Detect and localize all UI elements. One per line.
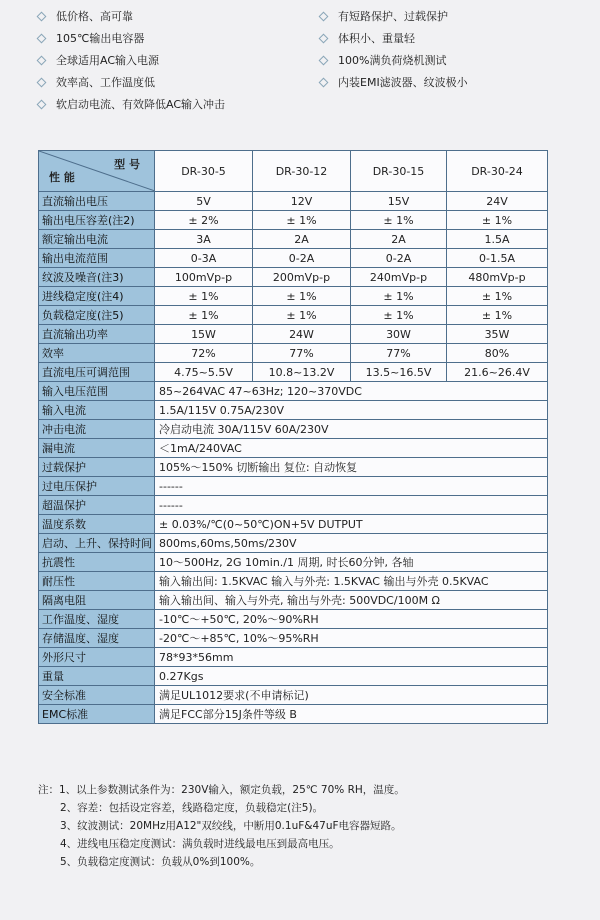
table-cell: 30W <box>351 325 447 344</box>
table-cell: 24V <box>447 192 548 211</box>
note-line <box>38 799 578 817</box>
row-label: 进线稳定度(注4) <box>39 287 155 306</box>
row-label: 安全标准 <box>39 686 155 705</box>
row-label: 外形尺寸 <box>39 648 155 667</box>
table-row <box>39 382 548 401</box>
table-cell-merged: ± 0.03%/℃(0~50℃)ON+5V DUTPUT <box>155 515 548 534</box>
table-cell: 480mVp-p <box>447 268 548 287</box>
table-cell: ± 1% <box>253 211 351 230</box>
row-label: 启动、上升、保持时间 <box>39 534 155 553</box>
table-cell: ± 1% <box>253 306 351 325</box>
table-cell: ± 1% <box>155 287 253 306</box>
table-cell: 77% <box>253 344 351 363</box>
table-cell: 0-3A <box>155 249 253 268</box>
table-cell-merged: 满足UL1012要求(不申请标记) <box>155 686 548 705</box>
table-row <box>39 591 548 610</box>
table-cell: 10.8~13.2V <box>253 363 351 382</box>
table-cell: ± 1% <box>351 287 447 306</box>
row-label: 输入电流 <box>39 401 155 420</box>
performance-header-label: 性 能 <box>49 171 75 184</box>
model-header: DR-30-12 <box>253 151 351 192</box>
feature-text: 效率高、工作温度低 <box>56 76 155 89</box>
table-cell: 15W <box>155 325 253 344</box>
table-row <box>39 667 548 686</box>
table-cell-merged: 800ms,60ms,50ms/230V <box>155 534 548 553</box>
row-label: 存储温度、湿度 <box>39 629 155 648</box>
feature-column-right <box>320 6 468 94</box>
model-header: DR-30-24 <box>447 151 548 192</box>
table-cell: ± 1% <box>447 211 548 230</box>
note-text: 2、容差：包括设定容差，线路稳定度，负载稳定(注5)。 <box>60 802 324 814</box>
table-cell: 200mVp-p <box>253 268 351 287</box>
diamond-bullet-icon <box>319 11 329 21</box>
table-row <box>39 477 548 496</box>
diamond-bullet-icon <box>37 55 47 65</box>
table-row <box>39 705 548 724</box>
row-label: 冲击电流 <box>39 420 155 439</box>
table-row <box>39 230 548 249</box>
table-cell: 0-1.5A <box>447 249 548 268</box>
feature-text: 体积小、重量轻 <box>338 32 415 45</box>
row-label: EMC标准 <box>39 705 155 724</box>
notes-section <box>38 781 578 871</box>
table-row <box>39 306 548 325</box>
note-text: 4、进线电压稳定度测试：满负载时进线最电压到最高电压。 <box>60 838 340 850</box>
row-label: 漏电流 <box>39 439 155 458</box>
table-cell-merged: ------ <box>155 496 548 515</box>
table-row <box>39 553 548 572</box>
note-line <box>38 781 578 799</box>
table-row <box>39 192 548 211</box>
table-row <box>39 211 548 230</box>
table-cell: 80% <box>447 344 548 363</box>
table-row <box>39 249 548 268</box>
table-cell: ± 1% <box>447 287 548 306</box>
row-label: 隔离电阻 <box>39 591 155 610</box>
model-header: DR-30-15 <box>351 151 447 192</box>
diamond-bullet-icon <box>319 55 329 65</box>
table-cell: 240mVp-p <box>351 268 447 287</box>
row-label: 超温保护 <box>39 496 155 515</box>
note-line <box>38 817 578 835</box>
feature-text: 内装EMI滤波器、纹波极小 <box>338 76 468 89</box>
feature-text: 100%满负荷烧机测试 <box>338 54 447 67</box>
table-cell-merged: 105%～150% 切断输出 复位: 自动恢复 <box>155 458 548 477</box>
note-text: 3、纹波测试：20MHz用A12"双绞线，中断用0.1uF&47uF电容器短路。 <box>60 820 402 832</box>
note-line <box>38 835 578 853</box>
table-cell-merged: 78*93*56mm <box>155 648 548 667</box>
row-label: 直流电压可调范围 <box>39 363 155 382</box>
table-cell: 100mVp-p <box>155 268 253 287</box>
feature-item <box>320 50 468 72</box>
feature-item <box>38 50 225 72</box>
feature-item <box>38 72 225 94</box>
diamond-bullet-icon <box>319 33 329 43</box>
table-cell-merged: 0.27Kgs <box>155 667 548 686</box>
table-row <box>39 458 548 477</box>
spec-table <box>38 150 548 724</box>
row-label: 负载稳定度(注5) <box>39 306 155 325</box>
feature-item <box>320 72 468 94</box>
table-cell: 3A <box>155 230 253 249</box>
feature-text: 全球适用AC输入电源 <box>56 54 160 67</box>
table-cell-merged: ＜1mA/240VAC <box>155 439 548 458</box>
table-cell-merged: 85~264VAC 47~63Hz; 120~370VDC <box>155 382 548 401</box>
feature-item <box>38 28 225 50</box>
diamond-bullet-icon <box>319 77 329 87</box>
table-cell: 13.5~16.5V <box>351 363 447 382</box>
table-row <box>39 325 548 344</box>
table-row <box>39 344 548 363</box>
table-cell: ± 2% <box>155 211 253 230</box>
row-label: 重量 <box>39 667 155 686</box>
table-cell: ± 1% <box>447 306 548 325</box>
note-line <box>38 853 578 871</box>
table-cell-merged: 满足FCC部分15J条件等级 B <box>155 705 548 724</box>
table-cell: 1.5A <box>447 230 548 249</box>
table-cell: ± 1% <box>351 306 447 325</box>
table-cell-merged: 输入输出间、输入与外壳, 输出与外壳: 500VDC/100M Ω <box>155 591 548 610</box>
feature-text: 软启动电流、有效降低AC输入冲击 <box>56 98 226 111</box>
diamond-bullet-icon <box>37 33 47 43</box>
feature-item <box>38 94 225 116</box>
table-row <box>39 572 548 591</box>
model-header-label: 型 号 <box>114 158 140 171</box>
diamond-bullet-icon <box>37 77 47 87</box>
feature-text: 105℃输出电容器 <box>56 32 145 45</box>
model-header: DR-30-5 <box>155 151 253 192</box>
table-cell-merged: 1.5A/115V 0.75A/230V <box>155 401 548 420</box>
table-row <box>39 610 548 629</box>
feature-text: 低价格、高可靠 <box>56 10 133 23</box>
note-text: 1、以上参数测试条件为：230V输入，额定负载，25℃ 70% RH，温度。 <box>59 784 405 796</box>
table-cell: 0-2A <box>253 249 351 268</box>
table-cell-merged: 冷启动电流 30A/115V 60A/230V <box>155 420 548 439</box>
table-cell-merged: 10～500Hz, 2G 10min./1 周期, 时长60分钟, 各轴 <box>155 553 548 572</box>
table-corner-header <box>39 151 155 192</box>
table-row <box>39 515 548 534</box>
table-row <box>39 496 548 515</box>
table-cell-merged: -20℃～+85℃, 10%～95%RH <box>155 629 548 648</box>
row-label: 输出电压容差(注2) <box>39 211 155 230</box>
feature-item <box>320 6 468 28</box>
row-label: 输入电压范围 <box>39 382 155 401</box>
feature-column-left <box>38 6 225 116</box>
table-cell: 0-2A <box>351 249 447 268</box>
table-cell: 35W <box>447 325 548 344</box>
table-row <box>39 686 548 705</box>
row-label: 耐压性 <box>39 572 155 591</box>
feature-text: 有短路保护、过载保护 <box>338 10 448 23</box>
table-cell: 21.6~26.4V <box>447 363 548 382</box>
row-label: 纹波及噪音(注3) <box>39 268 155 287</box>
table-cell: 2A <box>253 230 351 249</box>
table-row <box>39 287 548 306</box>
table-row <box>39 534 548 553</box>
table-cell: 2A <box>351 230 447 249</box>
table-row <box>39 268 548 287</box>
table-cell: 77% <box>351 344 447 363</box>
feature-item <box>38 6 225 28</box>
row-label: 温度系数 <box>39 515 155 534</box>
table-row <box>39 629 548 648</box>
table-cell: ± 1% <box>351 211 447 230</box>
diamond-bullet-icon <box>37 99 47 109</box>
table-cell: 12V <box>253 192 351 211</box>
notes-prefix: 注： <box>38 784 59 796</box>
row-label: 效率 <box>39 344 155 363</box>
table-cell: 15V <box>351 192 447 211</box>
feature-list <box>38 6 578 116</box>
feature-item <box>320 28 468 50</box>
row-label: 过载保护 <box>39 458 155 477</box>
table-row <box>39 439 548 458</box>
row-label: 额定输出电流 <box>39 230 155 249</box>
table-cell: ± 1% <box>155 306 253 325</box>
row-label: 工作温度、湿度 <box>39 610 155 629</box>
table-row <box>39 363 548 382</box>
row-label: 直流输出功率 <box>39 325 155 344</box>
row-label: 输出电流范围 <box>39 249 155 268</box>
table-cell: 5V <box>155 192 253 211</box>
row-label: 直流输出电压 <box>39 192 155 211</box>
table-cell: 72% <box>155 344 253 363</box>
table-cell: ± 1% <box>253 287 351 306</box>
table-cell-merged: ------ <box>155 477 548 496</box>
row-label: 过电压保护 <box>39 477 155 496</box>
table-row <box>39 648 548 667</box>
table-row <box>39 420 548 439</box>
table-cell: 24W <box>253 325 351 344</box>
note-text: 5、负载稳定度测试：负载从0%到100%。 <box>60 856 261 868</box>
row-label: 抗震性 <box>39 553 155 572</box>
table-header-row <box>39 151 548 192</box>
table-cell: 4.75~5.5V <box>155 363 253 382</box>
table-cell-merged: 输入输出间: 1.5KVAC 输入与外壳: 1.5KVAC 输出与外壳 0.5KVAC <box>155 572 548 591</box>
table-cell-merged: -10℃～+50℃, 20%～90%RH <box>155 610 548 629</box>
diamond-bullet-icon <box>37 11 47 21</box>
table-row <box>39 401 548 420</box>
